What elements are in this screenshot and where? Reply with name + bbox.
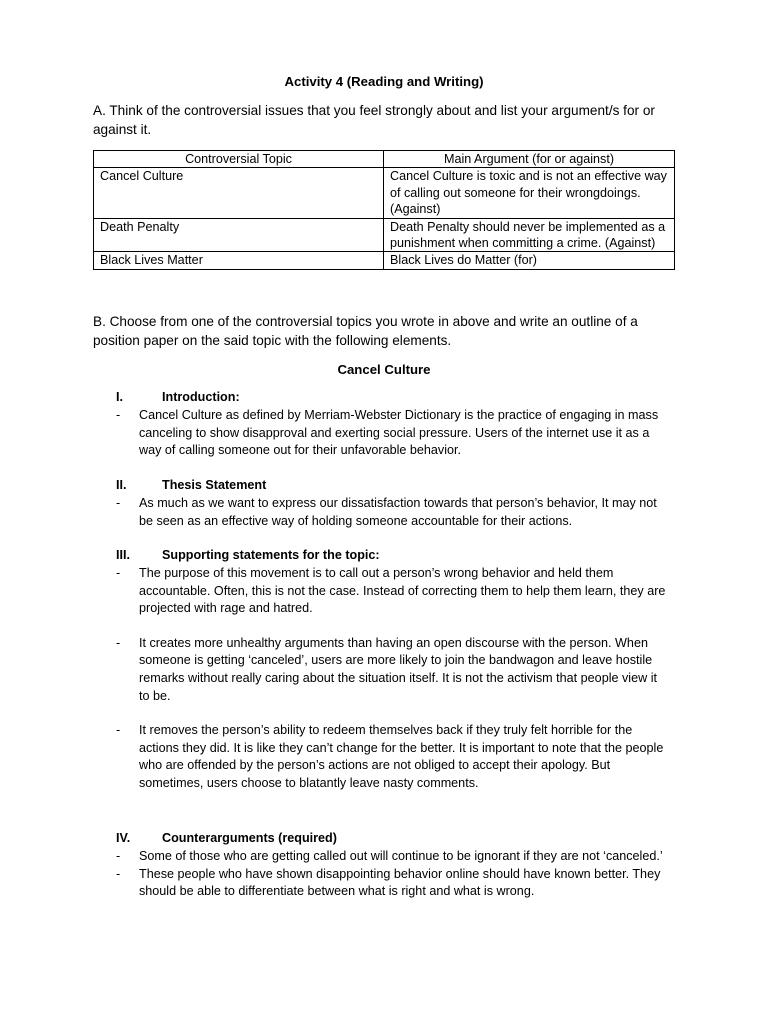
table-header-row <box>94 151 675 168</box>
table-cell-topic: Cancel Culture <box>94 168 384 218</box>
bullet-dash: - <box>116 723 121 738</box>
section-number: II. <box>116 478 127 492</box>
table-header-topic: Controversial Topic <box>94 151 384 168</box>
table-row <box>94 168 675 218</box>
section-heading <box>0 830 768 848</box>
bullet-text: Some of those who are getting called out will continue to be ignorant if they are not ‘canceled.’ <box>139 849 663 863</box>
table-cell-argument: Cancel Culture is toxic and is not an effective way of calling out someone for their wrongdoings. (Against) <box>384 168 675 218</box>
table-cell-argument: Black Lives do Matter (for) <box>384 252 675 269</box>
list-item <box>0 848 669 866</box>
bullet-dash: - <box>116 496 121 510</box>
bullet-dash: - <box>116 635 121 650</box>
outline-section-introduction <box>0 389 768 460</box>
bullet-text: Cancel Culture as defined by Merriam-Webster Dictionary is the practice of engaging in mass canceling to show disapproval and exerting social pressure. Users of the internet use it as a way of calling someone out for their unfavorable behavior. <box>139 408 659 458</box>
bullet-dash: - <box>116 866 121 881</box>
bullet-text: The purpose of this movement is to call out a person’s wrong behavior and held them accountable. Often, this is not the case. Instead of correcting them to help them learn, they are projected with rage and hatred. <box>139 566 666 616</box>
list-item <box>0 495 669 530</box>
outline-section-thesis <box>0 477 768 530</box>
list-item <box>0 407 669 460</box>
list-item <box>0 565 669 618</box>
table-cell-topic: Death Penalty <box>94 218 384 252</box>
outline-section-supporting <box>0 547 768 793</box>
table-row <box>94 218 675 252</box>
activity-title: Activity 4 (Reading and Writing) <box>284 74 484 89</box>
bullet-text: It creates more unhealthy arguments than having an open discourse with the person. When someone is getting ‘canceled’, users are more likely to join the bandwagon and leave hostile remarks without really caring about the situation itself. It is not the activism that people view it to be. <box>139 635 657 703</box>
bullet-dash: - <box>116 566 121 580</box>
list-item <box>0 866 669 901</box>
list-item <box>0 635 669 705</box>
section-title: Thesis Statement <box>162 478 267 492</box>
bullet-dash: - <box>116 849 121 863</box>
outline-section-counterarguments <box>0 830 768 901</box>
part-b-instructions: B. Choose from one of the controversial topics you wrote in above and write an outline of a position paper on the said topic with the following elements. <box>93 314 638 348</box>
section-heading <box>0 389 768 407</box>
topics-table <box>93 150 675 270</box>
outline-subtitle: Cancel Culture <box>337 362 431 377</box>
section-title: Introduction: <box>162 390 240 404</box>
table-cell-argument: Death Penalty should never be implemented as a punishment when committing a crime. (Against) <box>384 218 675 252</box>
section-heading <box>0 477 768 495</box>
bullet-text: As much as we want to express our dissatisfaction towards that person’s behavior, It may not be seen as an effective way of holding someone accountable for their actions. <box>139 496 657 528</box>
section-number: IV. <box>116 831 131 845</box>
bullet-dash: - <box>116 408 121 422</box>
section-title: Counterarguments (required) <box>162 831 337 845</box>
list-item <box>0 722 669 792</box>
table-row <box>94 252 675 269</box>
bullet-text: These people who have shown disappointing behavior online should have known better. They should be able to differentiate between what is right and what is wrong. <box>139 866 661 899</box>
section-title: Supporting statements for the topic: <box>162 548 380 562</box>
section-number: III. <box>116 548 130 562</box>
table-header-argument: Main Argument (for or against) <box>384 151 675 168</box>
table-cell-topic: Black Lives Matter <box>94 252 384 269</box>
part-a-instructions: A. Think of the controversial issues that you feel strongly about and list your argument/s for or against it. <box>93 103 655 137</box>
section-number: I. <box>116 390 123 404</box>
section-heading <box>0 547 768 565</box>
bullet-text: It removes the person’s ability to redeem themselves back if they truly felt horrible for the actions they did. It is like they can’t change for the better. It is important to note that the people who are offended by the person’s actions are not obliged to accept their apology. But sometimes, users choose to blatantly leave nasty comments. <box>139 723 664 790</box>
